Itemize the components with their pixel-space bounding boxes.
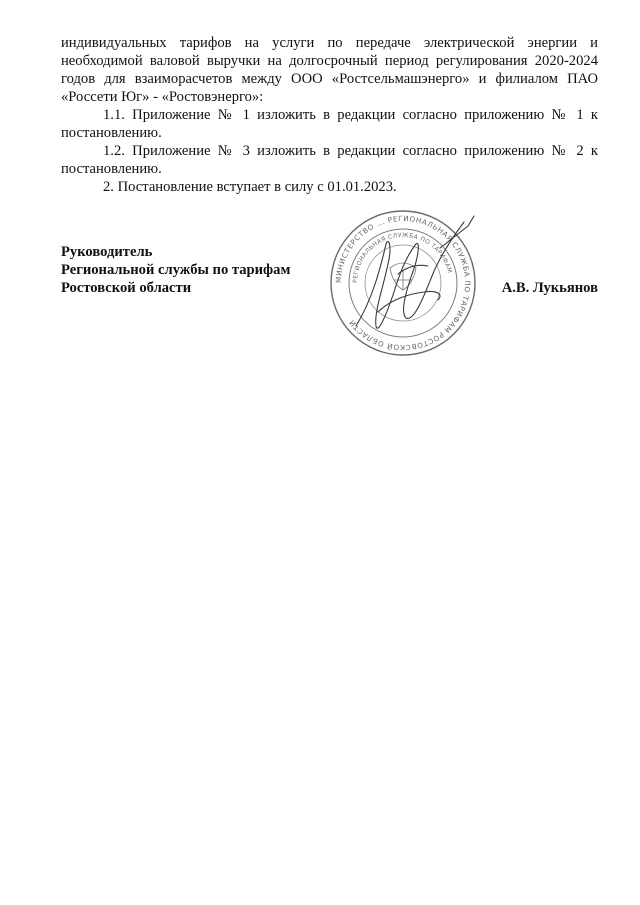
paragraph-item-2: 2. Постановление вступает в силу с 01.01.2023. [103,179,397,195]
paragraph-item-1-2: 1.2. Приложение № 3 изложить в редакции согласно приложению № 2 к постановлению. [61,143,598,177]
signer-title-line3: Ростовской области [61,280,192,296]
signer-name: А.В. Лукьянов [501,280,598,296]
document-body [61,34,598,196]
official-seal-icon [328,208,478,358]
seal-outer-text: МИНИСТЕРСТВО ... РЕГИОНАЛЬНАЯ СЛУЖБА ПО ТАРИФАМ РОСТОВСКОЙ ОБЛАСТИ [333,213,473,353]
seal-inner-text: РЕГИОНАЛЬНАЯ СЛУЖБА ПО ТАРИФАМ [351,231,453,284]
paragraph-item-1-1: 1.1. Приложение № 1 изложить в редакции согласно приложению № 1 к постановлению. [61,107,598,141]
paragraph-tariffs: индивидуальных тарифов на услуги по передаче электрической энергии и необходимой валовой выручки на долгосрочный период регулирования 2020-2024 годов для взаиморасчетов между ООО «Ростсельмашэнерго» и филиалом ПАО «Россети Юг» - «Ростовэнерго»: [61,35,598,105]
svg-text:РЕГИОНАЛЬНАЯ СЛУЖБА ПО ТАРИФАМ [352,232,453,283]
signer-title-line1: Руководитель [61,244,153,260]
signer-title-line2: Региональной службы по тарифам [61,262,291,278]
